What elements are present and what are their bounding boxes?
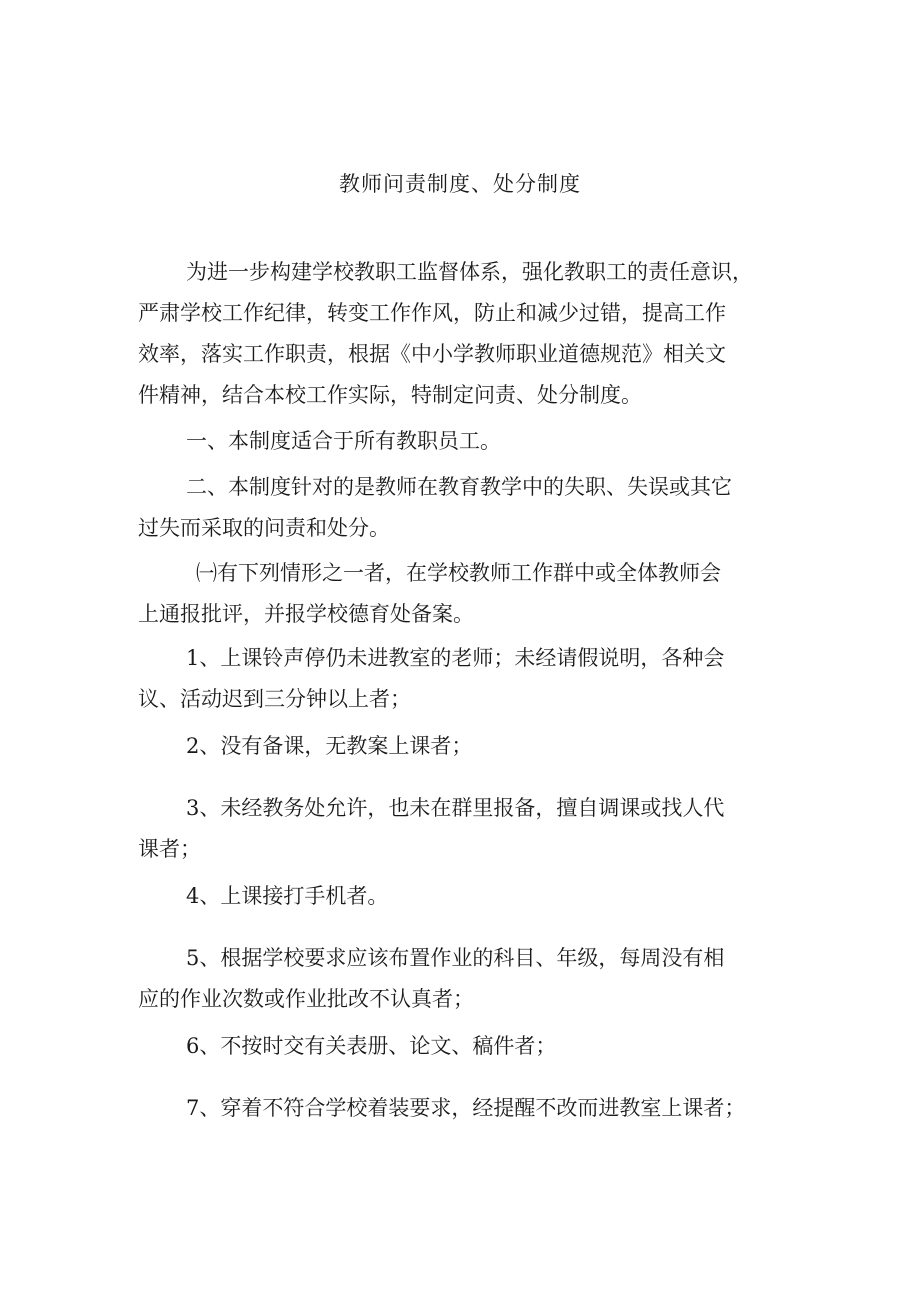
- text-line: 5、根据学校要求应该布置作业的科目、年级，每周没有相: [186, 946, 725, 970]
- text-line: 为进一步构建学校教职工监督体系，强化教职工的责任意识，: [186, 260, 753, 284]
- text-line: 应的作业次数或作业批改不认真者；: [138, 987, 474, 1011]
- item-5-paragraph: [138, 938, 788, 1020]
- text-line: 严肃学校工作纪律，转变工作作风，防止和减少过错，提高工作: [138, 301, 726, 325]
- text-line: 课者；: [138, 837, 201, 861]
- document-title: 教师问责制度、处分制度: [339, 172, 581, 196]
- text-line: 3、未经教务处允许，也未在群里报备，擅自调课或找人代: [186, 796, 725, 820]
- text-line: 2、没有备课，无教案上课者；: [186, 734, 473, 758]
- text-line: 上通报批评，并报学校德育处备案。: [138, 602, 474, 626]
- text-line: 二、本制度针对的是教师在教育教学中的失职、失误或其它: [186, 475, 732, 499]
- text-line: 6、不按时交有关表册、论文、稿件者；: [186, 1034, 557, 1058]
- item-6-paragraph: [138, 1026, 788, 1067]
- text-line: 件精神，结合本校工作实际，特制定问责、处分制度。: [138, 383, 642, 407]
- item-1-paragraph: [138, 638, 788, 720]
- text-line: 1、上课铃声停仍未进教室的老师；未经请假说明，各种会: [186, 646, 725, 670]
- item-3-paragraph: [138, 788, 788, 870]
- text-line: 7、穿着不符合学校着装要求，经提醒不改而进教室上课者；: [186, 1096, 746, 1120]
- section-two-paragraph: [138, 467, 788, 549]
- text-line: 4、上课接打手机者。: [186, 884, 389, 908]
- section-one-paragraph: [138, 421, 788, 462]
- text-line: 一、本制度适合于所有教职员工。: [186, 429, 501, 453]
- item-2-paragraph: [138, 726, 788, 767]
- item-7-paragraph: [138, 1088, 788, 1129]
- text-line: 效率，落实工作职责，根据《中小学教师职业道德规范》相关文: [138, 342, 726, 366]
- text-line: 议、活动迟到三分钟以上者；: [138, 687, 411, 711]
- text-line: ㈠有下列情形之一者，在学校教师工作群中或全体教师会: [196, 561, 721, 585]
- item-4-paragraph: [138, 876, 788, 917]
- intro-paragraph: [138, 252, 788, 416]
- text-line: 过失而采取的问责和处分。: [138, 516, 390, 540]
- subsection-one-paragraph: [138, 553, 788, 635]
